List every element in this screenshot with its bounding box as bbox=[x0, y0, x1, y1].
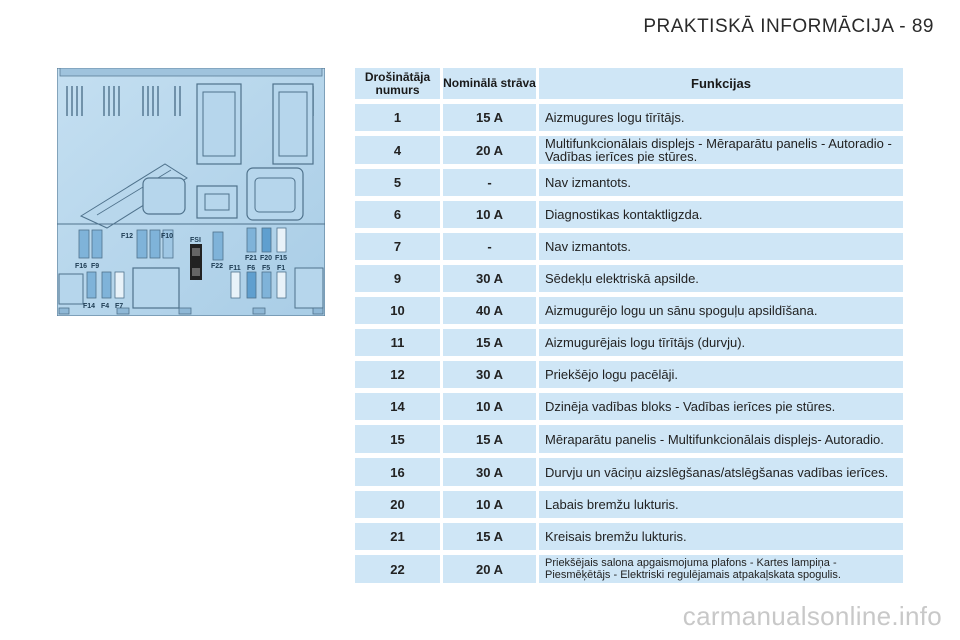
fuse-rating-cell: 15 A bbox=[443, 104, 539, 136]
fuse-function-cell: Durvju un vāciņu aizslēgšanas/atslēgšanas vadības ierīces. bbox=[539, 458, 903, 491]
table-row bbox=[355, 523, 903, 555]
fuse-number-cell: 9 bbox=[355, 265, 443, 297]
header-fuse-number: Drošinātāja numurs bbox=[355, 68, 443, 104]
table-row bbox=[355, 233, 903, 265]
fuse-number-cell: 1 bbox=[355, 104, 443, 136]
fuse-function-cell: Priekšējo logu pacēlāji. bbox=[539, 361, 903, 393]
fuse-function-cell: Diagnostikas kontaktligzda. bbox=[539, 201, 903, 233]
fuse-label-fsi: FSI bbox=[190, 237, 201, 244]
fuse-rating-cell: 30 A bbox=[443, 265, 539, 297]
table-header-row bbox=[355, 68, 903, 104]
fuse-function-cell: Labais bremžu lukturis. bbox=[539, 491, 903, 523]
fuse-label-f1: F1 bbox=[277, 265, 286, 272]
fuse-rating-cell: 30 A bbox=[443, 458, 539, 491]
fuse-rating-cell: - bbox=[443, 233, 539, 265]
watermark: carmanualsonline.info bbox=[682, 601, 942, 631]
fuse-function-cell: Aizmugures logu tīrītājs. bbox=[539, 104, 903, 136]
fuse-rating-cell: 15 A bbox=[443, 425, 539, 458]
fuse-function-cell: Nav izmantots. bbox=[539, 169, 903, 201]
fuse-label-f14: F14 bbox=[83, 303, 96, 310]
fuse-number-cell: 11 bbox=[355, 329, 443, 361]
fuse-label-f4: F4 bbox=[101, 303, 110, 310]
fuse-rating-cell: 15 A bbox=[443, 329, 539, 361]
fuse-rating-cell: 10 A bbox=[443, 491, 539, 523]
fuse-number-cell: 4 bbox=[355, 136, 443, 169]
fuse-rating-cell: 15 A bbox=[443, 523, 539, 555]
fuse-label-f11: F11 bbox=[229, 265, 241, 272]
fuse-rating-cell: 30 A bbox=[443, 361, 539, 393]
fuse-number-cell: 20 bbox=[355, 491, 443, 523]
table-row bbox=[355, 201, 903, 233]
fuse-function-cell: Aizmugurējais logu tīrītājs (durvju). bbox=[539, 329, 903, 361]
table-row bbox=[355, 169, 903, 201]
fuse-function-cell: Priekšējais salona apgaismojuma plafons - Kartes lampiņa - Piesmēķētājs - Elektriski regulējamais atpakaļskata spogulis. bbox=[539, 555, 903, 588]
fuse-label-f6: F6 bbox=[247, 265, 256, 272]
fuse-rating-cell: 10 A bbox=[443, 201, 539, 233]
fuse-number-cell: 6 bbox=[355, 201, 443, 233]
header-rating: Nominālā strāva bbox=[443, 68, 539, 104]
fuse-function-cell: Sēdekļu elektriskā apsilde. bbox=[539, 265, 903, 297]
page-header: PRAKTISKĀ INFORMĀCIJA - 89 bbox=[643, 16, 934, 37]
fuse-number-cell: 12 bbox=[355, 361, 443, 393]
fuse-function-cell: Multifunkcionālais displejs - Mēraparātu panelis - Autoradio - Vadības ierīces pie stūres. bbox=[539, 136, 903, 169]
fuse-number-cell: 10 bbox=[355, 297, 443, 329]
fuse-function-cell: Dzinēja vadības bloks - Vadības ierīces pie stūres. bbox=[539, 393, 903, 425]
fuse-label-f21: F21 bbox=[245, 255, 258, 262]
fuse-box-diagram bbox=[57, 68, 325, 316]
fuse-label-f7: F7 bbox=[115, 303, 124, 310]
fuse-label-f5: F5 bbox=[262, 265, 271, 272]
table-row bbox=[355, 458, 903, 491]
fuse-label-f22: F22 bbox=[211, 263, 224, 270]
fuse-label-f16: F16 bbox=[75, 263, 88, 270]
table-row bbox=[355, 297, 903, 329]
table-row bbox=[355, 393, 903, 425]
fuse-label-f12: F12 bbox=[121, 233, 134, 240]
fuse-label-f20: F20 bbox=[260, 255, 273, 262]
fuse-function-cell: Kreisais bremžu lukturis. bbox=[539, 523, 903, 555]
table-row bbox=[355, 104, 903, 136]
table-row bbox=[355, 361, 903, 393]
fuse-rating-cell: 20 A bbox=[443, 555, 539, 588]
table-row bbox=[355, 555, 903, 588]
fuse-rating-cell: 40 A bbox=[443, 297, 539, 329]
table-row bbox=[355, 425, 903, 458]
fuse-table bbox=[355, 68, 903, 588]
table-row bbox=[355, 265, 903, 297]
fuse-number-cell: 14 bbox=[355, 393, 443, 425]
fuse-number-cell: 22 bbox=[355, 555, 443, 588]
table-row bbox=[355, 491, 903, 523]
fuse-label-f15: F15 bbox=[275, 255, 288, 262]
table-row bbox=[355, 329, 903, 361]
fuse-number-cell: 15 bbox=[355, 425, 443, 458]
fuse-number-cell: 21 bbox=[355, 523, 443, 555]
fuse-rating-cell: - bbox=[443, 169, 539, 201]
fuse-function-cell: Aizmugurējo logu un sānu spoguļu apsildīšana. bbox=[539, 297, 903, 329]
fuse-number-cell: 16 bbox=[355, 458, 443, 491]
fuse-label-f9: F9 bbox=[91, 263, 100, 270]
fuse-number-cell: 5 bbox=[355, 169, 443, 201]
fuse-table-body bbox=[355, 104, 903, 588]
fuse-label-f10: F10 bbox=[161, 233, 174, 240]
header-functions: Funkcijas bbox=[539, 68, 903, 104]
fuse-rating-cell: 10 A bbox=[443, 393, 539, 425]
table-row bbox=[355, 136, 903, 169]
fuse-function-cell: Nav izmantots. bbox=[539, 233, 903, 265]
fuse-function-cell: Mēraparātu panelis - Multifunkcionālais displejs- Autoradio. bbox=[539, 425, 903, 458]
fuse-number-cell: 7 bbox=[355, 233, 443, 265]
fuse-rating-cell: 20 A bbox=[443, 136, 539, 169]
